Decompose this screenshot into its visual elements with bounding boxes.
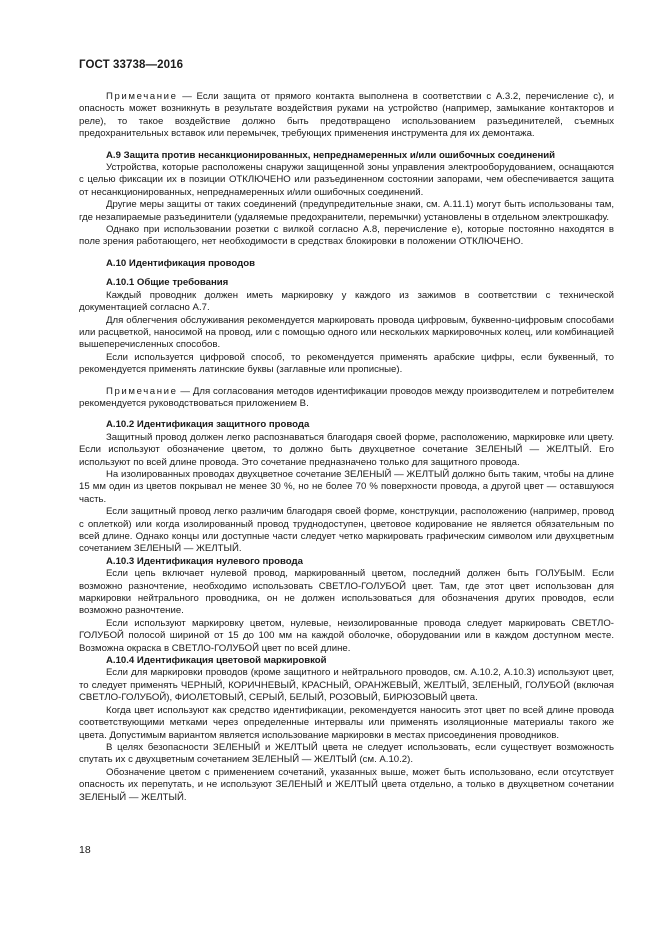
document-header: ГОСТ 33738—2016 [79,59,184,71]
note-label: Примечание [106,385,178,397]
note-text: — Для согласования методов идентификации проводов между производителем и потребителем рекомендуется руководствоваться приложением В. [79,385,614,409]
document-body [79,91,614,804]
body-paragraph: Защитный провод должен легко распознаваться благодаря своей форме, расположению, маркировке или цвету. Если используют обозначение цветом, то должно быть двухцветное сочетание ЗЕЛЕНЫЙ — ЖЕЛТЫЙ. Его используют по всей длине провода. Это сочетание предназначено только для защитного провода. [79,431,614,468]
body-paragraph: Если защитный провод легко различим благодаря своей форме, конструкции, расположению (например, провод с оплеткой) или когда изолированный провод труднодоступен, цветовое кодирование не является обязательным по всей длине. Однако концы или доступные части следует четко маркировать графическим символом или двухцветным сочетанием ЗЕЛЕНЫЙ — ЖЕЛТЫЙ. [79,506,614,555]
body-paragraph: Каждый проводник должен иметь маркировку у каждого из зажимов в соответствии с технической документацией согласно А.7. [79,289,614,314]
note-label: Примечание [106,91,178,102]
body-paragraph: Если цепь включает нулевой провод, маркированный цветом, последний должен быть ГОЛУБЫМ. Если возможно разночтение, необходимо использовать СВЕТЛО-ГОЛУБОЙ цвет. Там, где этот цвет использован для маркировки нейтрального проводника, он не должен использоваться для обозначения других проводов, если возможно разночтение. [79,568,614,617]
body-paragraph: Обозначение цветом с применением сочетаний, указанных выше, может быть использовано, если отсутствует опасность их перепутать, и не используют ЗЕЛЕНЫЙ и ЖЕЛТЫЙ цвета отдельно, а только в двухцветном сочетании ЗЕЛЕНЫЙ — ЖЕЛТЫЙ. [79,766,614,803]
section-heading: А.10.3 Идентификация нулевого провода [106,555,303,567]
body-paragraph: Если используется цифровой способ, то рекомендуется применять арабские цифры, если буквенный, то рекомендуется применять латинские буквы (заглавные или прописные). [79,351,614,376]
body-paragraph: Для облегчения обслуживания рекомендуется маркировать провода цифровым, буквенно-цифровым способами или расцветкой, наносимой на провод, или с помощью одного или нескольких маркировочных колец, или комбинацией вышеперечисленных способов. [79,314,614,351]
page-number: 18 [79,844,91,856]
section-heading: А.10.1 Общие требования [106,277,229,289]
section-heading: А.10.2 Идентификация защитного провода [106,419,310,431]
body-paragraph: В целях безопасности ЗЕЛЕНЫЙ и ЖЕЛТЫЙ цвета не следует использовать, если существует возможность спутать их с двухцветным сочетанием ЗЕЛЕНЫЙ — ЖЕЛТЫЙ (см. А.10.2). [79,741,614,766]
body-paragraph: Устройства, которые расположены снаружи защищенной зоны управления электрооборудованием, оснащаются с целью фиксации их в позиции ОТКЛЮЧЕНО или разъединенном состоянии запорами, чем обеспечивается защита от несанкционированных, непреднамеренных и/или ошибочных соединений. [79,162,614,198]
body-paragraph: Когда цвет используют как средство идентификации, рекомендуется наносить этот цвет по всей длине провода соответствующими метками через определенные интервалы или применять изоляционные материалы такого же цвета. Допустимым вариантом является использование маркировки в местах присоединения проводников. [79,704,614,741]
body-paragraph: Другие меры защиты от таких соединений (предупредительные знаки, см. А.11.1) могут быть использованы там, где незапираемые разъединители (удаляемые предохранители, перемычки) установлены в отдельном электрошкафу. [79,199,614,223]
section-heading: А.10.4 Идентификация цветовой маркировкой [106,655,327,667]
section-heading: А.9 Защита против несанкционированных, непреднамеренных и/или ошибочных соединений [106,149,556,161]
body-paragraph: Однако при использовании розетки с вилкой согласно А.8, перечисление е), которые постоянно находятся в поле зрения работающего, нет необходимости в средствах блокировки в положении ОТКЛЮЧЕНО. [79,224,614,248]
note-paragraph [79,386,614,411]
note-text: — Если защита от прямого контакта выполнена в соответствии с А.3.2, перечисление с), и опасность может возникнуть в результате воздействия руками на устройство (например, замыкание контакторов и реле), то такое воздействие должно быть предотвращено использованием разъединителей, съемных предохранительных вставок или перемычек, требующих применения инструмента для их демонтажа. [79,91,614,140]
body-paragraph: Если используют маркировку цветом, нулевые, неизолированные провода следует маркировать СВЕТЛО-ГОЛУБОЙ полосой шириной от 15 до 100 мм на каждой оболочке, оборудовании или в каждом доступном месте. Возможна окраска в СВЕТЛО-ГОЛУБОЙ цвет по всей длине. [79,617,614,654]
body-paragraph: На изолированных проводах двухцветное сочетание ЗЕЛЕНЫЙ — ЖЕЛТЫЙ должно быть таким, чтобы на длине 15 мм один из цветов покрывал не менее 30 %, но не более 70 % поверхности провода, а другой цвет — оставшуюся часть. [79,468,614,505]
section-heading: А.10 Идентификация проводов [106,257,255,269]
body-paragraph: Если для маркировки проводов (кроме защитного и нейтрального проводов, см. А.10.2, А.10.3) используют цвет, то следует применять ЧЕРНЫЙ, КОРИЧНЕВЫЙ, КРАСНЫЙ, ОРАНЖЕВЫЙ, ЖЕЛТЫЙ, ЗЕЛЕНЫЙ, ГОЛУБОЙ (включая СВЕТЛО-ГОЛУБОЙ), ФИОЛЕТОВЫЙ, СЕРЫЙ, БЕЛЫЙ, РОЗОВЫЙ, БИРЮЗОВЫЙ цвета. [79,667,614,704]
note-paragraph [79,91,614,141]
